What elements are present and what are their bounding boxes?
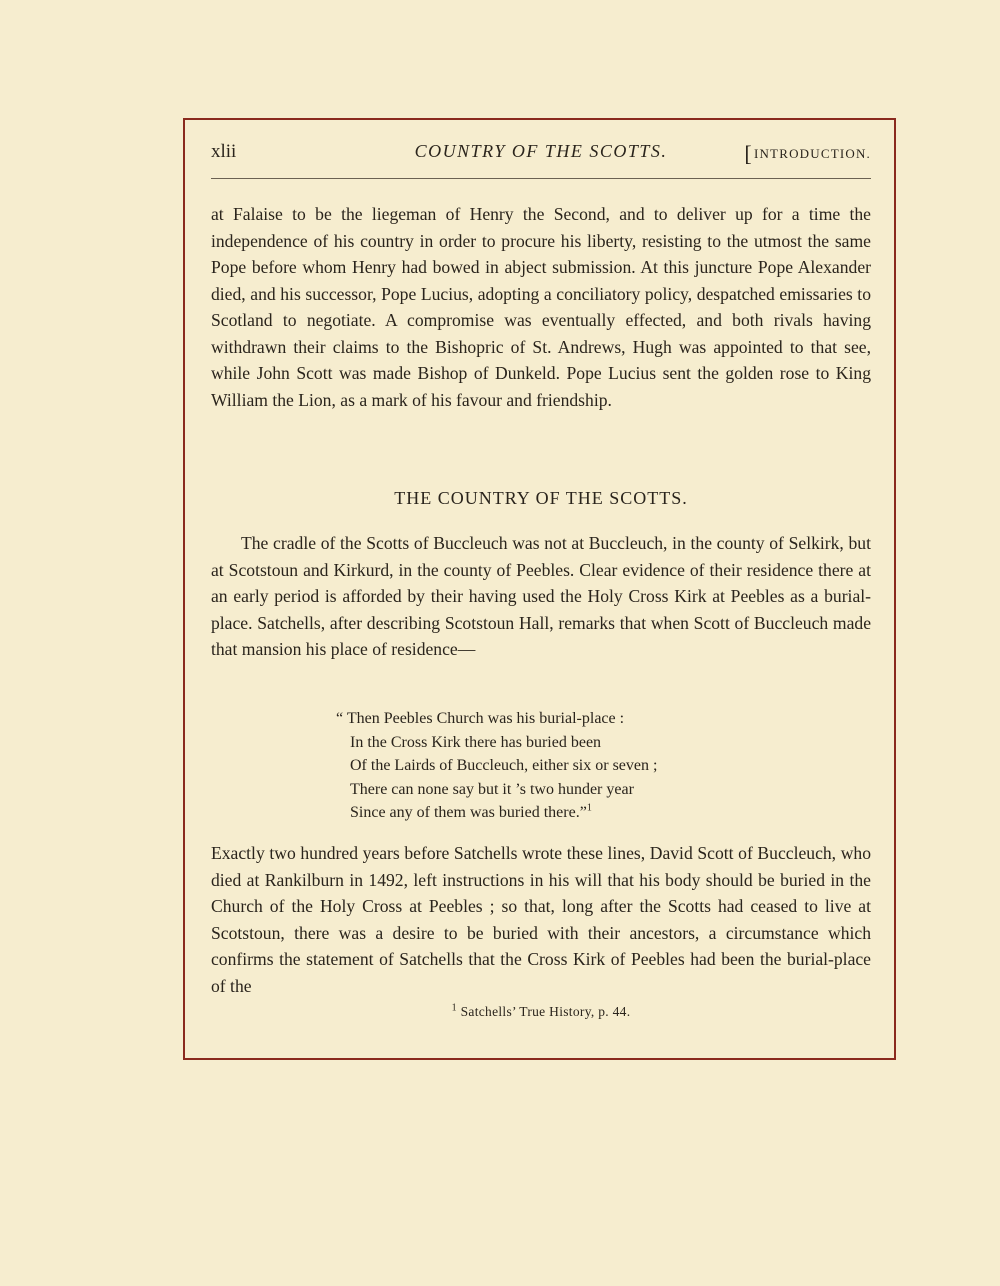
- verse-line: There can none say but it ’s two hunder year: [350, 780, 634, 798]
- section-bracket: [: [744, 141, 753, 166]
- verse-line-last: [336, 801, 756, 825]
- header-rule: [211, 178, 871, 179]
- running-title: COUNTRY OF THE SCOTTS.: [414, 141, 668, 161]
- footnote: [211, 1004, 871, 1020]
- running-head: [211, 141, 871, 171]
- verse-line: In the Cross Kirk there has buried been: [350, 733, 602, 751]
- footnote-reference[interactable]: 1: [586, 802, 592, 814]
- paragraph-continued: at Falaise to be the liegeman of Henry the Second, and to deliver up for a time the independence of his country in order to procure his liberty, resisting to the utmost the same Pope before whom Henry had bowed in abject submission. At this juncture Pope Alexander died, and his successor, Pope Lucius, adopting a conciliatory policy, despatched emissaries to Scotland to negotiate. A compromise was eventually effected, and both rivals having withdrawn their claims to the Bishopric of St. Andrews, Hugh was appointed to that see, while John Scott was made Bishop of Dunkeld. Pope Lucius sent the golden rose to King William the Lion, as a mark of his favour and friendship.: [211, 204, 871, 410]
- section-label-text: INTRODUCTION.: [753, 146, 871, 161]
- paragraph-cradle: The cradle of the Scotts of Buccleuch was not at Buccleuch, in the county of Selkirk, but at Scotstoun and Kirkurd, in the county of Peebles. Clear evidence of their residence there at an early period is afforded by their having used the Holy Cross Kirk at Peebles as a burial-place. Satchells, after describing Scotstoun Hall, remarks that when Scott of Buccleuch made that mansion his place of residence—: [211, 533, 871, 659]
- verse-line-text: Since any of them was buried there.”: [350, 804, 587, 821]
- footnote-text: Satchells’ True History, p. 44.: [460, 1004, 631, 1019]
- footnote-mark: 1: [451, 1002, 457, 1014]
- section-label: [744, 141, 871, 167]
- page-number: xlii: [211, 141, 237, 162]
- verse-line: “ Then Peebles Church was his burial-place :: [336, 710, 625, 727]
- section-heading: THE COUNTRY OF THE SCOTTS.: [394, 488, 688, 508]
- verse-quotation: [336, 707, 756, 825]
- verse-line: Of the Lairds of Buccleuch, either six or seven ;: [350, 757, 658, 774]
- paragraph-exactly: Exactly two hundred years before Satchells wrote these lines, David Scott of Buccleuch, who died at Rankilburn in 1492, left instructions in his will that his body should be buried in the Church of the Holy Cross at Peebles ; so that, long after the Scotts had ceased to live at Scotstoun, there was a desire to be buried with their ancestors, a circumstance which confirms the statement of Satchells that the Cross Kirk of Peebles had been the burial-place of the: [211, 843, 871, 996]
